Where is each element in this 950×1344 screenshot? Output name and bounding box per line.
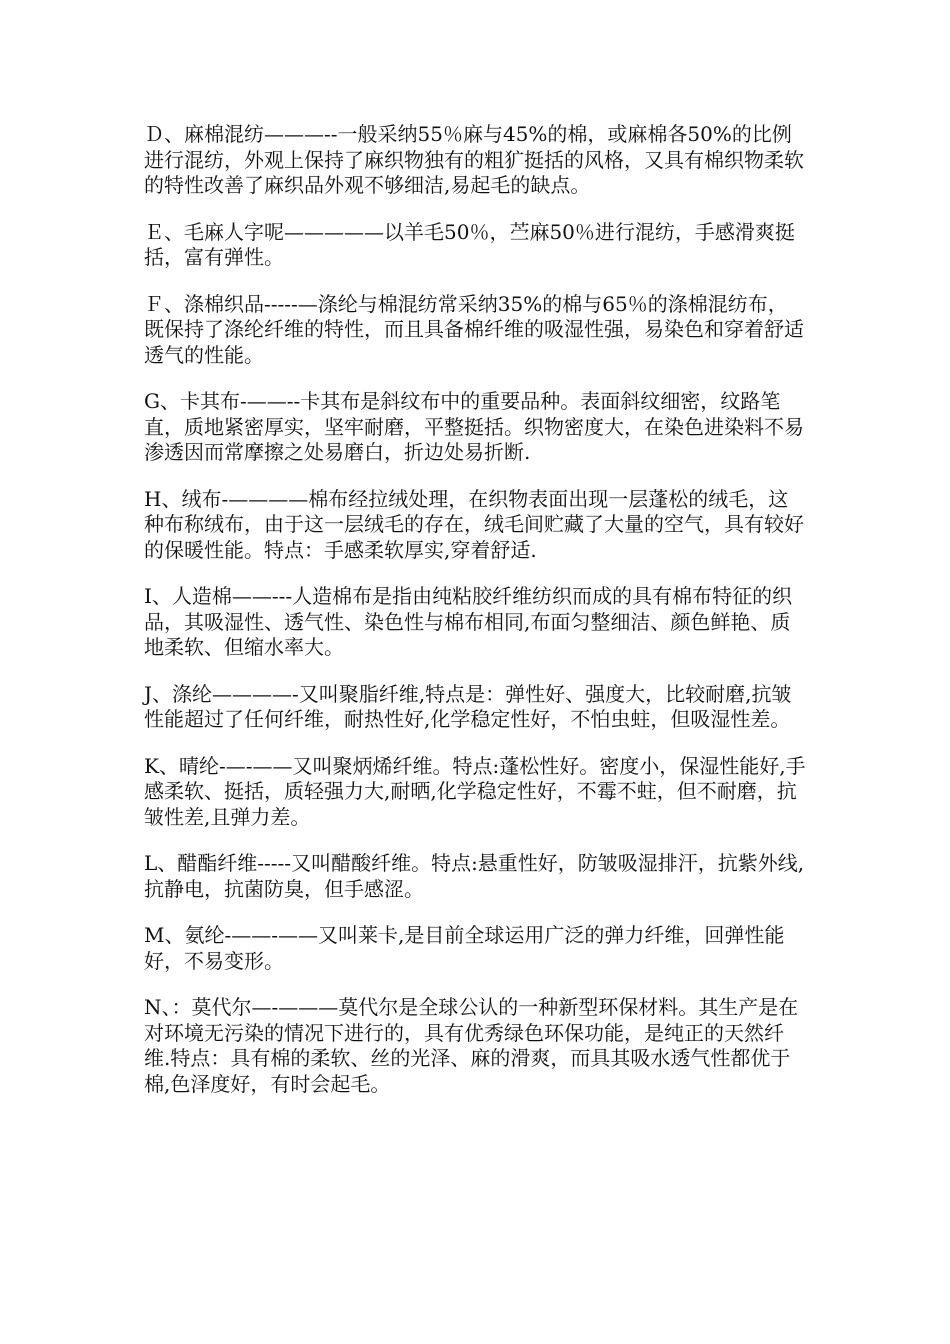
- paragraph-k-acrylic: K、晴纶-—-——又叫聚炳烯纤维。特点:蓬松性好。密度小，保湿性能好,手感柔软、挺括，质轻强力大,耐晒,化学稳定性好，不霉不蛀，但不耐磨，抗皱性差,且弹力差。: [144, 753, 806, 829]
- document-body: [144, 122, 806, 1118]
- paragraph-e-wool-linen-herringbone: Ｅ、毛麻人字呢—————以羊毛50％，苎麻50％进行混纺，手感滑爽挺括，富有弹性。: [144, 219, 795, 269]
- paragraph-g-khaki: G、卡其布-——--卡其布是斜纹布中的重要品种。表面斜纹细密，纹路笔直，质地紧密厚实，坚牢耐磨，平整挺括。织物密度大，在染色进染料不易渗透因而常摩擦之处易磨白，折边处易折断.: [144, 389, 804, 464]
- paragraph-l-acetate: L、醋酯纤维-----又叫醋酸纤维。特点:悬重性好，防皱吸湿排汗，抗紫外线,抗静电，抗菌防臭，但手感涩。: [144, 851, 805, 901]
- paragraph-n-modal: N、：莫代尔—-———莫代尔是全球公认的一种新型环保材料。其生产是在对环境无污染的情况下进行的，具有优秀绿色环保功能，是纯正的天然纤维.特点：具有棉的柔软、丝的光泽、麻的滑爽，而具其吸水透气性都优于棉,色泽度好，有时会起毛。: [144, 995, 799, 1096]
- paragraph-i-rayon: I、人造棉——---人造棉布是指由纯粘胶纤维纺织而成的具有棉布特征的织品，其吸湿性、透气性、染色性与棉布相同,布面匀整细洁、颜色鲜艳、质地柔软、但缩水率大。: [144, 584, 793, 659]
- paragraph-m-spandex: M、氨纶-——-——又叫莱卡,是目前全球运用广泛的弹力纤维，回弹性能好，不易变形。: [144, 923, 785, 973]
- paragraph-j-polyester: J、涤纶————-又叫聚脂纤维,特点是：弹性好、强度大，比较耐磨,抗皱性能超过了任何纤维，耐热性好,化学稳定性好，不怕虫蛀，但吸湿性差。: [144, 681, 792, 731]
- paragraph-d-linen-cotton-blend: Ｄ、麻棉混纺———--一般采纳55％麻与45%的棉，或麻棉各50%的比例进行混纺，外观上保持了麻织物独有的粗犷挺括的风格，又具有棉织物柔软的特性改善了麻织品外观不够细洁,易起毛的缺点。: [144, 122, 804, 197]
- paragraph-h-flannel: H、绒布-————棉布经拉绒处理，在织物表面出现一层蓬松的绒毛，这种布称绒布，由于这一层绒毛的存在，绒毛间贮藏了大量的空气，具有较好的保暖性能。特点：手感柔软厚实,穿着舒适.: [144, 486, 804, 562]
- paragraph-f-polyester-cotton: Ｆ、涤棉织品-----—涤纶与棉混纺常采纳35%的棉与65％的涤棉混纺布，既保持了涤纶纤维的特性，而且具备棉纤维的吸湿性强，易染色和穿着舒适透气的性能。: [144, 291, 804, 367]
